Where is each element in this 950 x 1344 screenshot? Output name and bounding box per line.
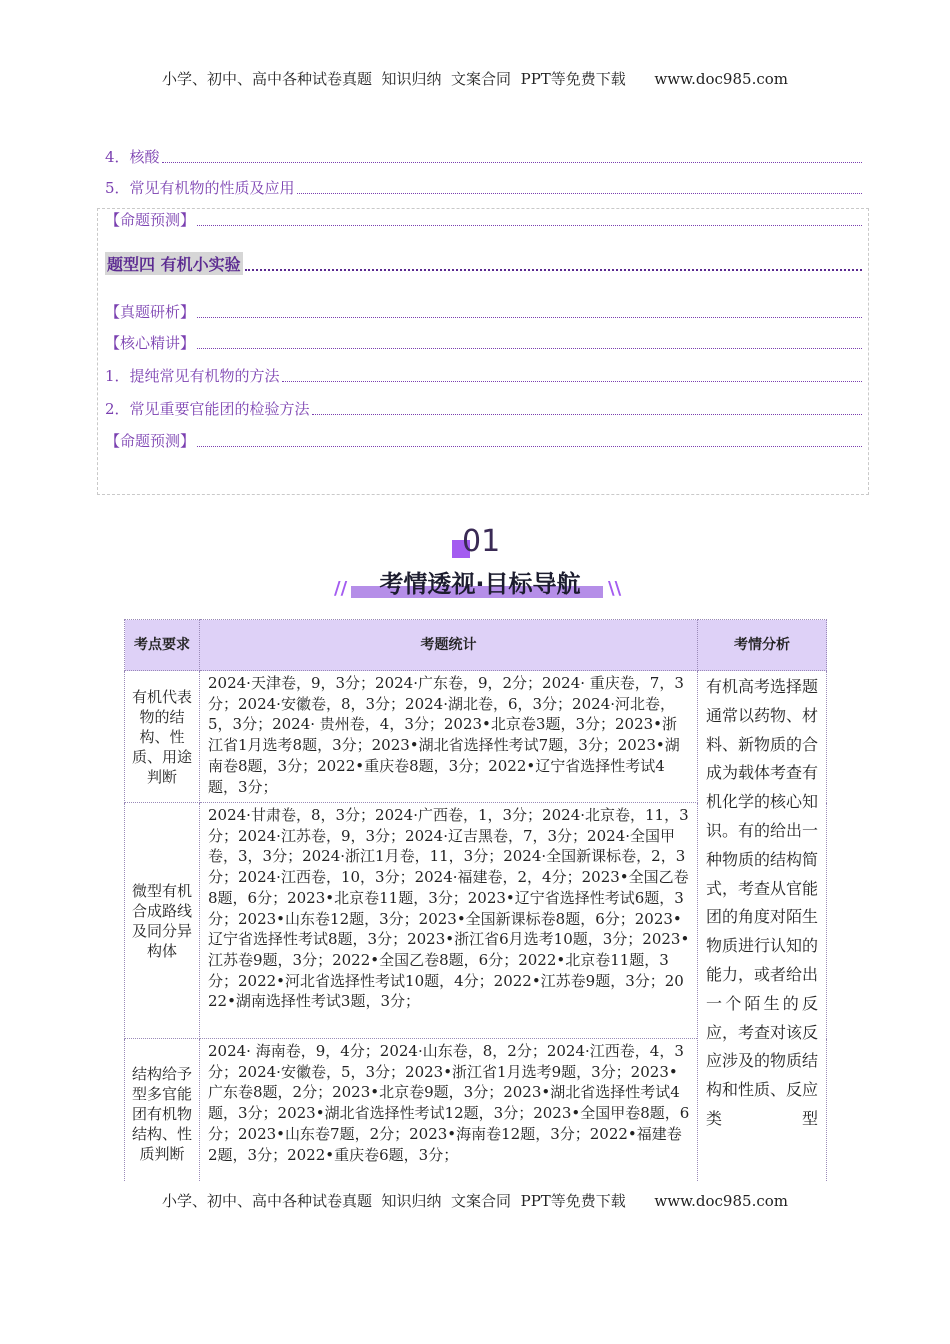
- header-statistics: 考题统计: [200, 620, 698, 671]
- toc-item-label: 4．核酸: [105, 148, 160, 166]
- category-cell: 有机代表物的结构、性质、用途判断: [125, 671, 200, 803]
- table-header-row: [125, 620, 827, 671]
- toc-leader: [297, 193, 862, 194]
- toc-leader: [197, 225, 862, 226]
- right-slash-decoration: \\: [608, 578, 622, 599]
- toc-item-label: 【核心精讲】: [105, 334, 196, 352]
- section-number-text: 01: [462, 524, 501, 559]
- toc-item-label: 【命题预测】: [105, 432, 196, 450]
- toc-item-prediction[interactable]: [105, 208, 862, 230]
- toc-item-prediction-2[interactable]: [105, 429, 862, 451]
- toc-item-type-four[interactable]: [105, 253, 862, 275]
- toc-leader: [312, 414, 862, 415]
- toc-item-organic-properties[interactable]: [105, 176, 862, 198]
- toc-item-purification[interactable]: [105, 364, 862, 386]
- toc-leader: [197, 348, 862, 349]
- toc-item-core-lecture[interactable]: [105, 331, 862, 353]
- toc-item-nucleic-acid[interactable]: [105, 145, 862, 167]
- toc-item-real-questions[interactable]: [105, 300, 862, 322]
- header-requirement: 考点要求: [125, 620, 200, 671]
- toc-item-label: 题型四 有机小实验: [105, 252, 243, 275]
- toc-leader: [282, 381, 862, 382]
- toc-leader: [197, 446, 862, 447]
- toc-item-functional-group-test[interactable]: [105, 397, 862, 419]
- section-title: 考情透视·目标导航: [379, 570, 581, 598]
- header-analysis: 考情分析: [698, 620, 827, 671]
- toc-leader: [197, 317, 862, 318]
- stats-cell: 2024· 海南卷，9，4分；2024·山东卷，8，2分；2024·江西卷，4，3分；2024·安徽卷，5，3分；2023•浙江省1月选考9题，3分；2023•广东卷8题，2分；2023•北京卷9题，3分；2023•湖北省选择性考试4题，3分；2023•湖北省选择性考试12题，3分；2023•全国甲卷8题，6分；2023•山东卷7题，2分；2023•海南卷12题，3分；2022•福建卷2题，3分；2022•重庆卷6题，3分；: [200, 1039, 698, 1189]
- category-cell: 结构给予型多官能团有机物结构、性质判断: [125, 1039, 200, 1189]
- page-header: 小学、初中、高中各种试卷真题 知识归纳 文案合同 PPT等免费下载 www.doc985.com: [161, 70, 788, 88]
- category-cell: 微型有机合成路线及同分异构体: [125, 803, 200, 1039]
- toc-item-label: 【命题预测】: [105, 211, 196, 229]
- page-footer: 小学、初中、高中各种试卷真题 知识归纳 文案合同 PPT等免费下载 www.doc985.com: [161, 1192, 788, 1210]
- table-row: [125, 671, 827, 803]
- toc-item-label: 5．常见有机物的性质及应用: [105, 179, 295, 197]
- exam-analysis-table: [124, 619, 827, 1189]
- stats-cell: 2024·天津卷，9，3分；2024·广东卷，9，2分；2024· 重庆卷，7，3分；2024·安徽卷，8，3分；2024·湖北卷，6，3分；2024·河北卷，5，3分；2024· 贵州卷，4，3分；2023•北京卷3题，3分；2023•浙江省1月选考8题，3分；2023•湖北省选择性考试7题，3分；2023•湖南卷8题，3分；2022•重庆卷8题，3分；2022•辽宁省选择性考试4题，3分；: [200, 671, 698, 803]
- toc-leader: [162, 162, 862, 163]
- toc-leader: [245, 269, 862, 271]
- toc-item-label: 1．提纯常见有机物的方法: [105, 367, 280, 385]
- toc-item-label: 【真题研析】: [105, 303, 196, 321]
- left-slash-decoration: //: [334, 578, 348, 599]
- section-number: [450, 524, 510, 564]
- toc-item-label: 2．常见重要官能团的检验方法: [105, 400, 310, 418]
- analysis-cell: 有机高考选择题通常以药物、材料、新物质的合成为载体考查有机化学的核心知识。有的给出一种物质的结构简式，考查从官能团的角度对陌生物质进行认知的能力，或者给出一个陌生的反应，考查对该反应涉及的物质结构和性质、反应类型: [698, 671, 827, 1189]
- stats-cell: 2024·甘肃卷，8，3分；2024·广西卷，1，3分；2024·北京卷，11，3分；2024·江苏卷，9，3分；2024·辽吉黑卷，7，3分；2024·全国甲卷，3，3分；2024·浙江1月卷，11，3分；2024·全国新课标卷，2，3分；2024·江西卷，10，3分；2024·福建卷，2，4分；2023•全国乙卷8题，6分；2023•北京卷11题，3分；2023•辽宁省选择性考试6题，3分；2023•山东卷12题，3分；2023•全国新课标卷8题，6分；2023•辽宁省选择性考试8题，3分；2023•浙江省6月选考10题，3分；2023•江苏卷9题，3分；2022•全国乙卷8题，6分；2022•北京卷11题，3分；2022•河北省选择性考试10题，4分；2022•江苏卷9题，3分；2022•湖南选择性考试3题，3分；: [200, 803, 698, 1039]
